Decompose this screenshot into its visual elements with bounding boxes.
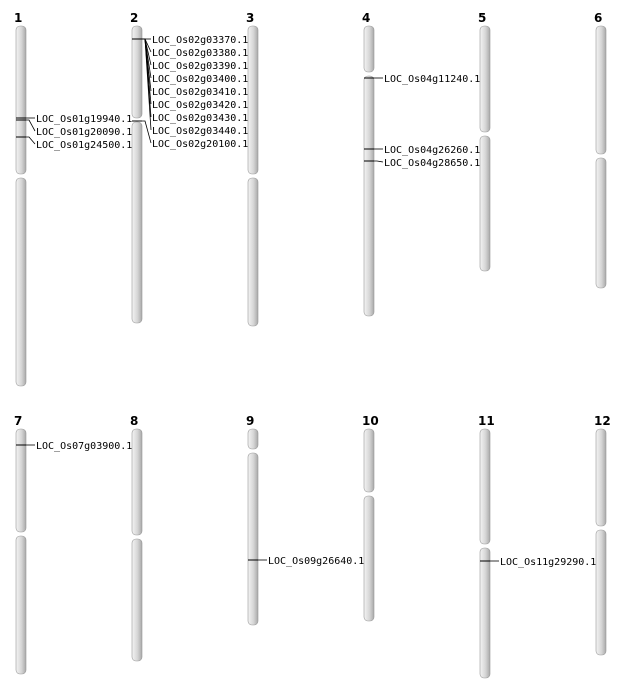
gene-label: LOC_Os01g24500.1 xyxy=(36,140,133,151)
chromosome-number-3: 3 xyxy=(246,11,255,25)
gene-label: LOC_Os02g03380.1 xyxy=(152,48,249,59)
gene-label: LOC_Os02g03400.1 xyxy=(152,74,249,85)
chromosome-number-8: 8 xyxy=(130,414,139,428)
gene-label: LOC_Os02g03420.1 xyxy=(152,100,249,111)
chromosome-11 xyxy=(478,414,596,678)
gene-leader-line xyxy=(374,161,383,162)
chromosome-4-p-arm xyxy=(364,26,374,72)
gene-label: LOC_Os11g29290.1 xyxy=(500,557,597,568)
gene-label: LOC_Os02g03440.1 xyxy=(152,126,249,137)
chromosome-number-6: 6 xyxy=(594,11,603,25)
chromosome-number-2: 2 xyxy=(130,11,139,25)
chromosome-1 xyxy=(14,11,132,386)
chromosome-9-q-arm xyxy=(248,453,258,625)
chromosome-9 xyxy=(246,414,364,625)
chromosome-number-7: 7 xyxy=(14,414,23,428)
chromosome-number-9: 9 xyxy=(246,414,255,428)
chromosome-4-q-arm xyxy=(364,76,374,316)
chromosome-7-p-arm xyxy=(16,429,26,532)
gene-label: LOC_Os02g03370.1 xyxy=(152,35,249,46)
chromosome-12 xyxy=(594,414,611,655)
chromosome-8-p-arm xyxy=(132,429,142,535)
chromosome-9-p-arm xyxy=(248,429,258,449)
chromosomes-layer xyxy=(14,11,611,678)
chromosome-5 xyxy=(478,11,490,271)
gene-leader-line xyxy=(26,120,35,131)
chromosome-10-p-arm xyxy=(364,429,374,492)
chromosome-3-q-arm xyxy=(248,178,258,326)
chromosome-number-1: 1 xyxy=(14,11,23,25)
gene-label: LOC_Os04g28650.1 xyxy=(384,158,481,169)
gene-label: LOC_Os04g26260.1 xyxy=(384,145,481,156)
chromosome-2-p-arm xyxy=(132,26,142,118)
chromosome-3-p-arm xyxy=(248,26,258,174)
chromosome-number-5: 5 xyxy=(478,11,487,25)
gene-label: LOC_Os09g26640.1 xyxy=(268,556,365,567)
chromosome-number-12: 12 xyxy=(594,414,611,428)
gene-leader-line xyxy=(142,121,151,143)
chromosome-6-p-arm xyxy=(596,26,606,154)
chromosome-number-4: 4 xyxy=(362,11,371,25)
gene-label: LOC_Os01g19940.1 xyxy=(36,114,133,125)
chromosome-number-10: 10 xyxy=(362,414,379,428)
gene-label: LOC_Os02g03410.1 xyxy=(152,87,249,98)
chromosome-7 xyxy=(14,414,132,674)
chromosome-2 xyxy=(130,11,248,323)
gene-label: LOC_Os02g03390.1 xyxy=(152,61,249,72)
chromosome-12-p-arm xyxy=(596,429,606,526)
chromosome-6-q-arm xyxy=(596,158,606,288)
chromosome-1-p-arm xyxy=(16,26,26,174)
chromosome-8-q-arm xyxy=(132,539,142,661)
chromosome-4 xyxy=(362,11,480,316)
chromosome-7-q-arm xyxy=(16,536,26,674)
chromosome-5-p-arm xyxy=(480,26,490,132)
gene-label: LOC_Os01g20090.1 xyxy=(36,127,133,138)
chromosome-6 xyxy=(594,11,606,288)
chromosome-10 xyxy=(362,414,379,621)
chromosome-11-p-arm xyxy=(480,429,490,544)
chromosome-3 xyxy=(246,11,258,326)
chromosome-number-11: 11 xyxy=(478,414,495,428)
chromosome-2-q-arm xyxy=(132,122,142,323)
chromosome-11-q-arm xyxy=(480,548,490,678)
chromosome-1-q-arm xyxy=(16,178,26,386)
chromosome-10-q-arm xyxy=(364,496,374,621)
chromosome-5-q-arm xyxy=(480,136,490,271)
gene-leader-line xyxy=(26,137,35,144)
gene-label: LOC_Os02g03430.1 xyxy=(152,113,249,124)
chromosome-8 xyxy=(130,414,142,661)
chromosome-12-q-arm xyxy=(596,530,606,655)
gene-label: LOC_Os04g11240.1 xyxy=(384,74,481,85)
gene-label: LOC_Os07g03900.1 xyxy=(36,441,133,452)
gene-label: LOC_Os02g20100.1 xyxy=(152,139,249,150)
